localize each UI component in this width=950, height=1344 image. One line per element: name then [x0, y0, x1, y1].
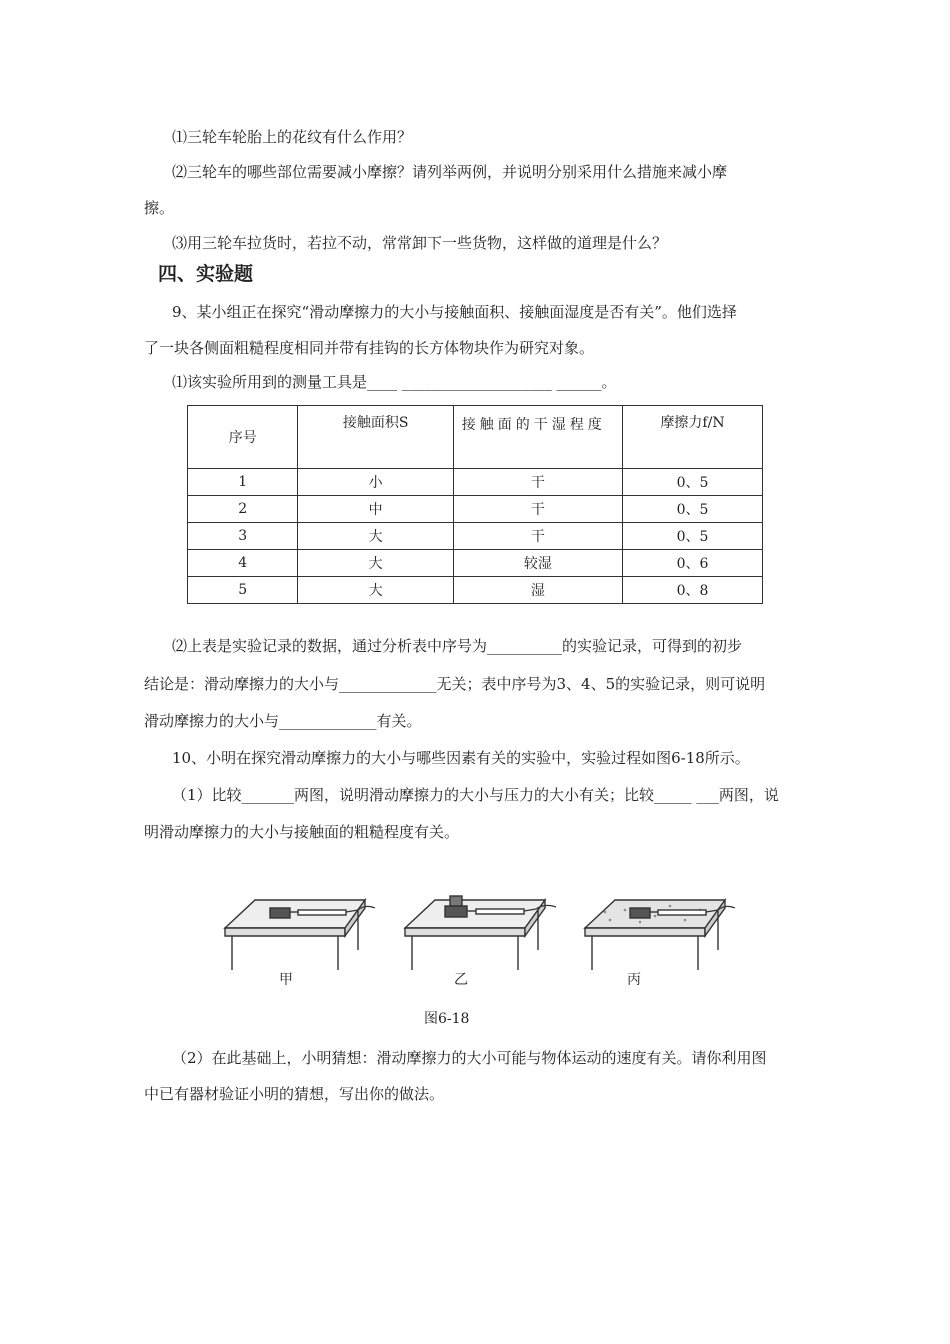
- table-row: [188, 577, 763, 604]
- table-cell: 0、5: [623, 496, 763, 523]
- table-cell: 干: [453, 523, 622, 550]
- table-cell: 0、6: [623, 550, 763, 577]
- table-cell: 5: [188, 577, 298, 604]
- q10-line1: 10、小明在探究滑动摩擦力的大小与哪些因素有关的实验中，实验过程如图6-18所示。: [172, 749, 750, 767]
- q9-line2: 了一块各侧面粗糙程度相同并带有挂钩的长方体物块作为研究对象。: [144, 339, 595, 357]
- figure-caption: 图6-18: [424, 1011, 470, 1027]
- table-cell: 0、8: [623, 577, 763, 604]
- q10-part2-line2: 中已有器材验证小明的猜想，写出你的做法。: [144, 1085, 445, 1103]
- section-heading: 四、实验题: [158, 263, 254, 285]
- table-header: 接触面积S: [298, 406, 453, 469]
- table-cell: 较湿: [453, 550, 622, 577]
- q10-part2-line1: （2）在此基础上，小明猜想：滑动摩擦力的大小可能与物体运动的速度有关。请你利用图: [172, 1049, 767, 1067]
- q9-part1: ⑴该实验所用到的测量工具是____ ____________________ ______。: [172, 373, 617, 391]
- experiment-table: [187, 405, 763, 604]
- table-cell: 4: [188, 550, 298, 577]
- q8-part3: ⑶用三轮车拉货时，若拉不动，常常卸下一些货物，这样做的道理是什么？: [172, 234, 668, 252]
- q9-line1: 9、某小组正在探究“滑动摩擦力的大小与接触面积、接触面湿度是否有关”。他们选择: [172, 303, 737, 321]
- setup-bing: [585, 900, 735, 970]
- setup-jia: [225, 900, 375, 970]
- table-cell: 干: [453, 496, 622, 523]
- table-cell: 大: [298, 550, 453, 577]
- table-header-row: [188, 406, 763, 469]
- q8-part2-line2: 擦。: [144, 199, 175, 217]
- setup-yi: [405, 896, 556, 970]
- table-row: [188, 523, 763, 550]
- figure-label-bing: 丙: [627, 972, 641, 988]
- table-header: 摩擦力f/N: [623, 406, 763, 469]
- table-cell: 湿: [453, 577, 622, 604]
- table-cell: 中: [298, 496, 453, 523]
- table-header: 接触面的干湿程度: [453, 406, 622, 469]
- table-cell: 大: [298, 523, 453, 550]
- q8-part2-line1: ⑵三轮车的哪些部位需要减小摩擦？请列举两例，并说明分别采用什么措施来减小摩: [172, 163, 728, 181]
- figure-label-yi: 乙: [454, 972, 468, 988]
- table-cell: 0、5: [623, 523, 763, 550]
- q10-part1-line1: （1）比较_______两图，说明滑动摩擦力的大小与压力的大小有关；比较_____ ___两图，说: [172, 786, 779, 804]
- figure-label-jia: 甲: [279, 972, 293, 988]
- table-header: 序号: [188, 406, 298, 469]
- table-row: [188, 469, 763, 496]
- q10-part1-line2: 明滑动摩擦力的大小与接触面的粗糙程度有关。: [144, 823, 460, 841]
- table-cell: 小: [298, 469, 453, 496]
- table-cell: 干: [453, 469, 622, 496]
- table-row: [188, 496, 763, 523]
- table-row: [188, 550, 763, 577]
- table-cell: 大: [298, 577, 453, 604]
- q9-part2-line1: ⑵上表是实验记录的数据，通过分析表中序号为__________的实验记录，可得到的初步: [172, 637, 743, 655]
- q9-part2-line2: 结论是：滑动摩擦力的大小与_____________无关；表中序号为3、4、5的实验记录，则可说明: [144, 675, 766, 693]
- table-cell: 3: [188, 523, 298, 550]
- q8-part1: ⑴三轮车轮胎上的花纹有什么作用？: [172, 128, 413, 146]
- table-cell: 1: [188, 469, 298, 496]
- figure-6-18-illustration: [220, 880, 760, 975]
- q9-part2-line3: 滑动摩擦力的大小与_____________有关。: [144, 712, 422, 730]
- table-cell: 0、5: [623, 469, 763, 496]
- table-cell: 2: [188, 496, 298, 523]
